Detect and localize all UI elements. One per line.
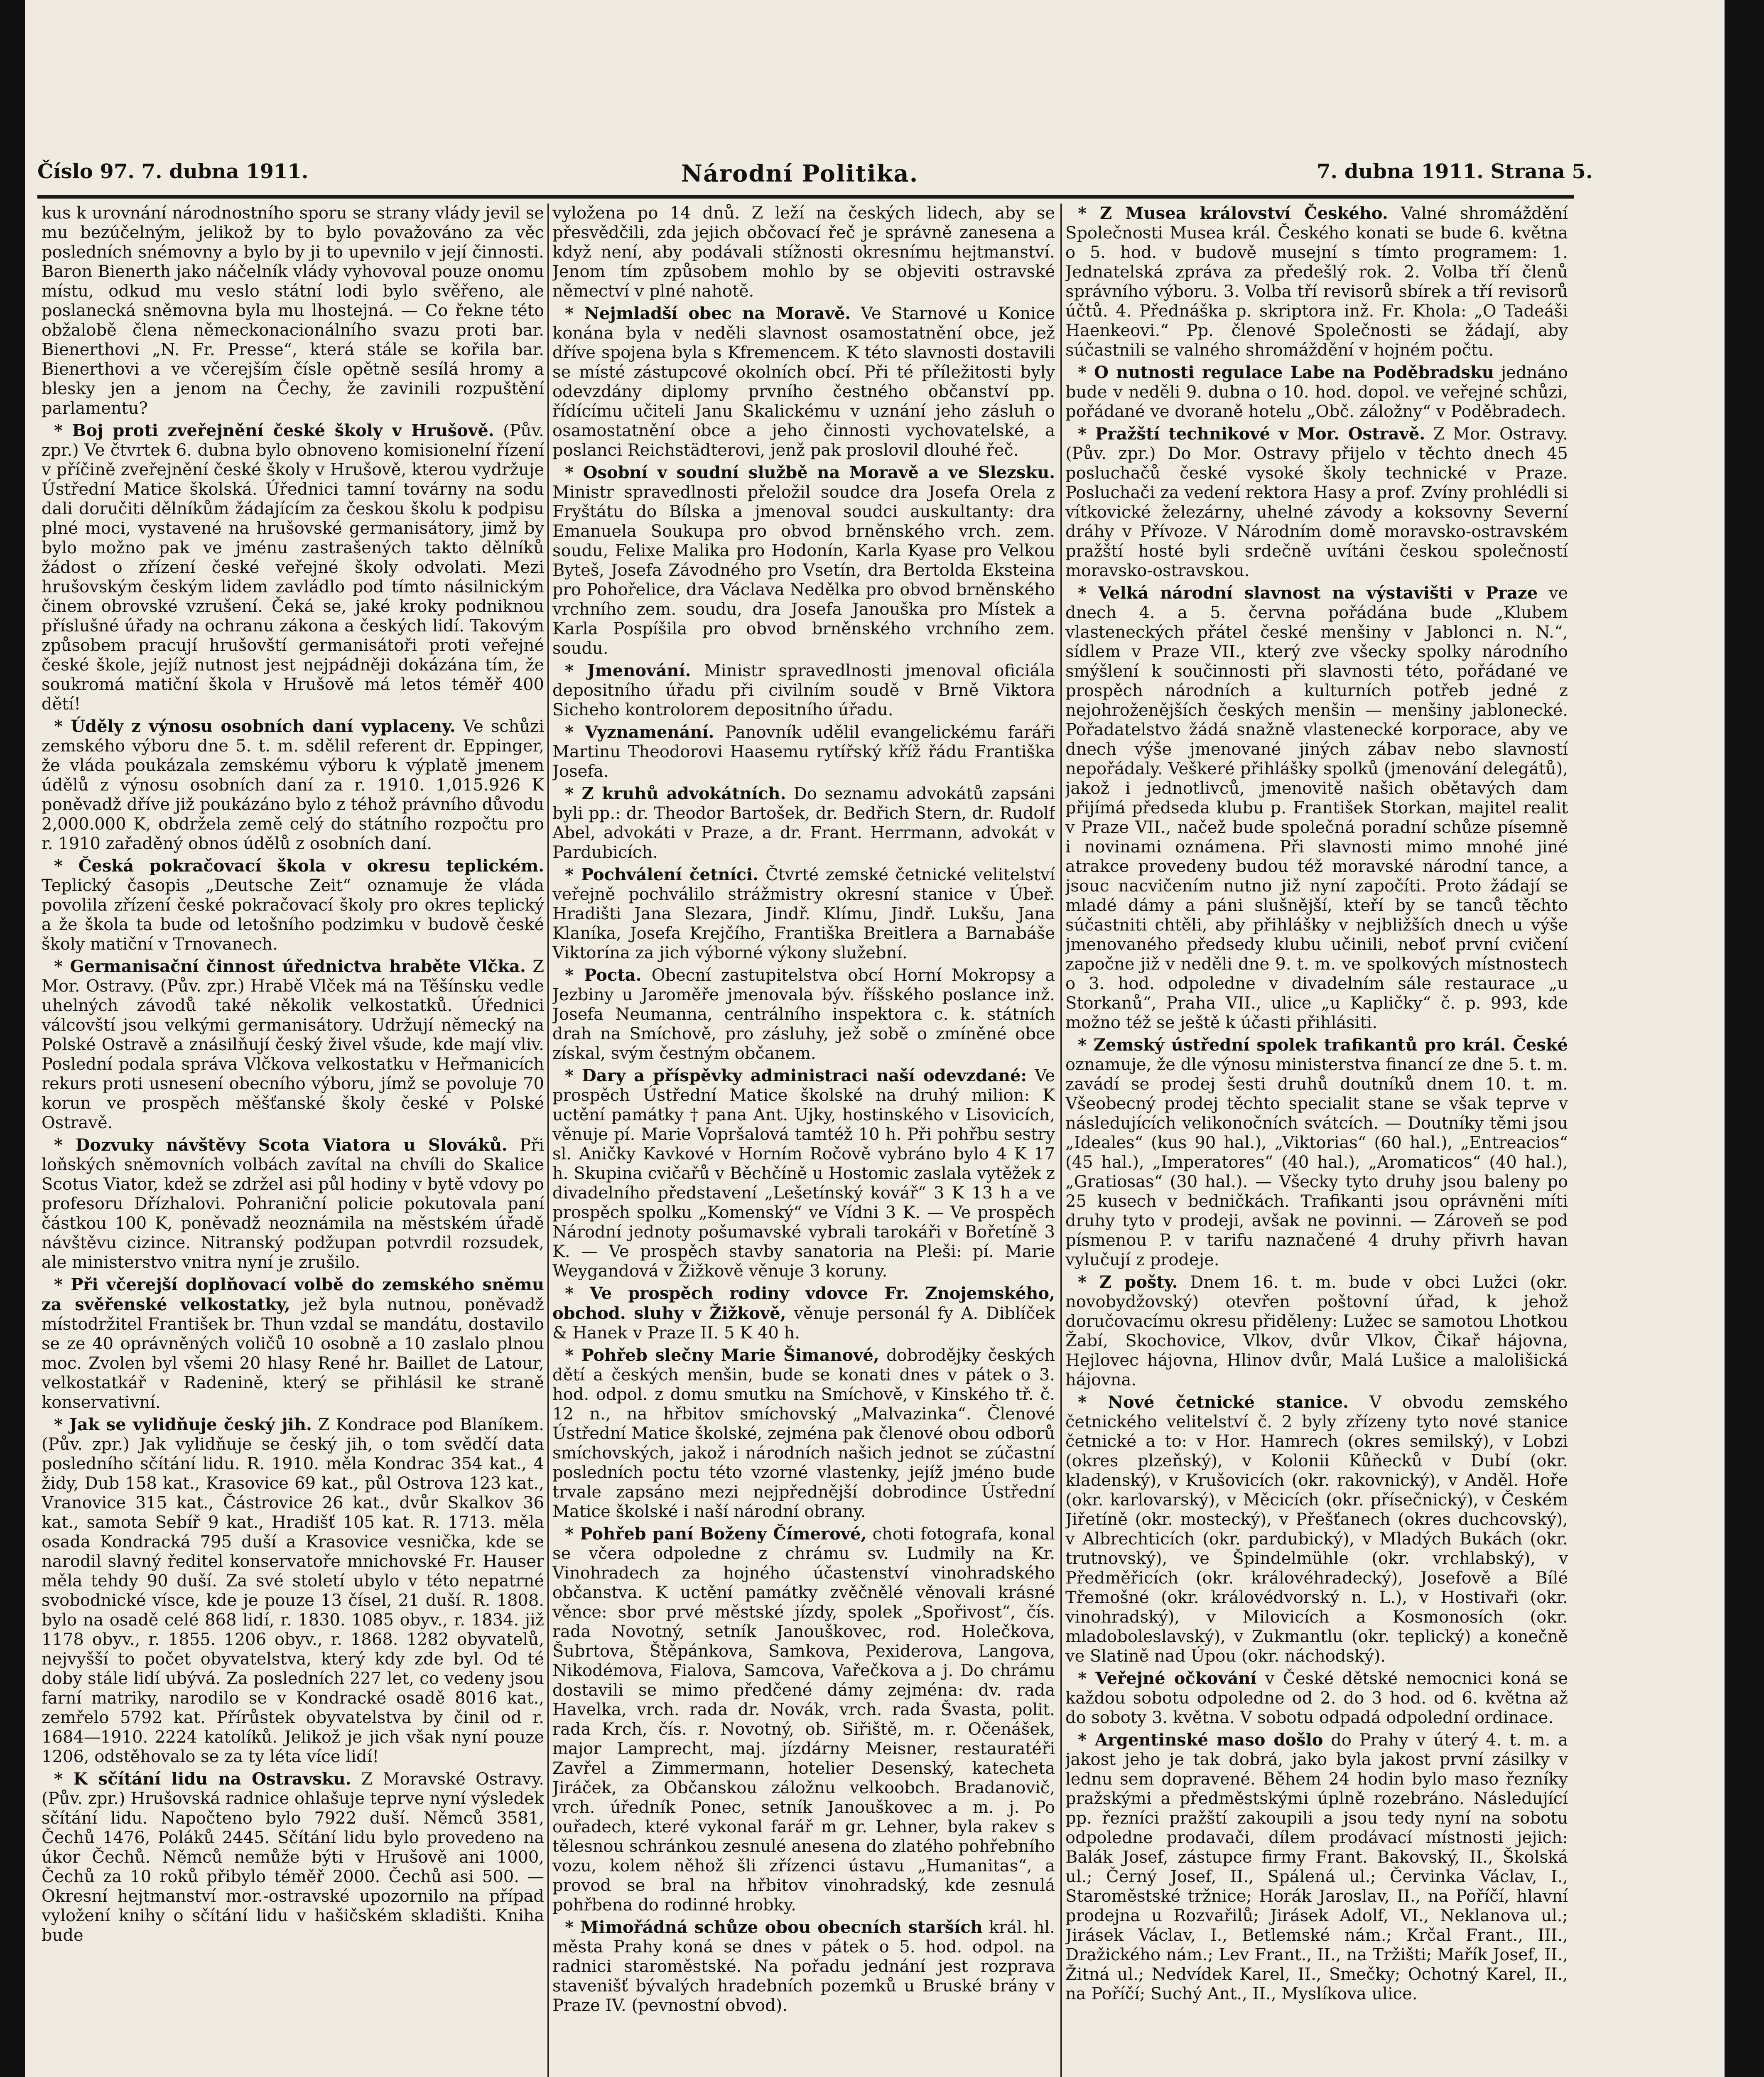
article-text: Do seznamu advokátů zapsáni byli pp.: dr. Theodor Bartošek, dr. Bedřich Stern, dr. Rudolf Abel, advokáti v Praze, a dr. Frant. Herrmann, advokát v Pardubicích. <box>552 784 1055 862</box>
article-paragraph <box>1065 204 1568 360</box>
article-paragraph <box>1065 583 1568 1033</box>
article-text: Dnem 16. t. m. bude v obci Lužci (okr. novobydžovský) otevřen poštovní úřad, k jehož doručovacímu okresu přiděleny: Lužec se samotou Lhotkou Žabí, Skochovice, Vlkov, dvůr Vlkov, Čikař hájovna, Hejlovec hájovna, Hlinov dvůr, Malá Lušice a malolišická hájovna. <box>1065 1273 1568 1390</box>
article-heading: * Z Musea království Českého. <box>1078 204 1388 223</box>
column-separator <box>547 204 549 2077</box>
article-paragraph <box>1065 1669 1568 1728</box>
article-text: oznamuje, že dle výnosu ministerstva financí ze dne 5. t. m. zavádí se prodej šesti druhů doutníků dnem 10. t. m. Všeobecný prodej těchto specialit stane se však teprve v následujících velikonočních svátcích. — Doutníky těmi jsou „Ideales“ (kus 90 hal.), „Viktorias“ (60 hal.), „Entreacios“ (45 hal.), „Imperatores“ (40 hal.), „Aromaticos“ (40 hal.), „Gratiosas“ (30 hal.). — Všecky tyto druhy jsou baleny po 25 kusech v bedničkách. Trafikanti jsou oprávněni míti druhy tyto v prodeji, avšak ne povinni. — Zároveň se pod písmenou P. v tarifu naznačené 4 druhy přivrh havan vylučují z prodeje. <box>1065 1055 1568 1269</box>
article-paragraph <box>1065 1392 1568 1666</box>
scan-edge-right <box>1725 0 1764 2077</box>
article-heading: * Nové četnické stanice. <box>1078 1392 1349 1412</box>
article-text: vyložena po 14 dnů. Z leží na českých lidech, aby se přesvědčili, zda jejich občovací řeč je správně zanesena a když není, aby podávali stížnosti okresnímu hejtmanství. Jenom tím způsobem mohlo by se objeviti ostravské němectví v plné nahotě. <box>552 204 1055 301</box>
article-paragraph <box>552 204 1055 301</box>
article-text: věnuje personál fy A. Diblíček & Hanek v Praze II. 5 K 40 h. <box>552 1304 1055 1343</box>
article-paragraph <box>1065 1730 1568 2004</box>
article-heading: * Nejmladší obec na Moravě. <box>565 304 851 323</box>
article-paragraph <box>552 784 1055 862</box>
column-1 <box>42 204 544 2077</box>
article-paragraph <box>42 1135 544 1272</box>
article-heading: * Dary a příspěvky administraci naší odevzdané: <box>565 1066 1027 1085</box>
article-heading: * Veřejné očkování <box>1078 1669 1257 1688</box>
article-heading: * Dozvuky návštěvy Scota Viatora u Slováků. <box>54 1135 508 1155</box>
article-heading: * Pocta. <box>565 965 642 985</box>
masthead-title: Národní Politika. <box>681 160 919 187</box>
article-text: Ve prospěch Ústřední Matice školské na druhý milion: K uctění památky † pana Ant. Ujky, hostinského v Lisovicích, věnuje pí. Marie Vopršalová tamtéž 10 h. Při pohřbu sestry sl. Aničky Kavkové v Horním Ročově vybráno bylo 4 K 17 h. Skupina cvičařů v Běchčíně u Hostomic zaslala vytěžek z divadelního představení „Lešetínský kovář“ 3 K 13 h a ve prospěch spolku „Komenský“ ve Vídni 3 K. — Ve prospěch Národní jednoty pošumavské vybrali tarokáři v Bořetíně 3 K. — Ve prospěch stavby sanatoria na Pleši: pí. Marie Weygandová v Žižkově věnuje 3 koruny. <box>552 1066 1055 1281</box>
article-paragraph <box>42 856 544 954</box>
article-paragraph <box>552 661 1055 720</box>
article-text: V obvodu zemského četnického velitelství č. 2 byly zřízeny tyto nové stanice četnické a to: v Hor. Hamrech (okres semilský), v Lobzi (okres plzeňský), v Kolonii Kůňecků v Dubí (okr. kladenský), v Krušovicích (okr. rakovnický), v Anděl. Hoře (okr. karlovarský), v Měcicích (okr. přísečnický), v Českém Jiřetíně (okr. mostecký), v Přešťanech (okres duchcovský), v Albrechticích (okr. pardubický), v Mladých Bukách (okr. trutnovský), ve Špindelmühle (okr. vrchlabský), v Předměřicích (okr. královéhradecký), Josefově a Bílé Třemošné (okr. královédvorský n. L.), v Hostivaři (okr. vinohradský), v Milovicích a Kosmonosích (okr. mladoboleslavský), v Zukmantlu (okr. teplický) a konečně ve Slatině nad Úpou (okr. náchodský). <box>1065 1393 1568 1666</box>
header-rule <box>37 195 1574 199</box>
article-heading: * Pražští technikové v Mor. Ostravě. <box>1078 424 1425 444</box>
article-heading: * Ve prospěch rodiny vdovce Fr. Znojemského, obchod. sluhy v Žižkově, <box>552 1284 1055 1323</box>
article-paragraph <box>552 865 1055 963</box>
article-text: Z Mor. Ostravy. (Pův. zpr.) Hrabě Vlček má na Těšínsku vedle uhelných závodů také několik velkostatků. Úřednici válcovští jsou velkými germanisátory. Udržují německý na Polské Ostravě a znásilňují český živel všude, kde mají vliv. Poslední podala správa Vlčkova velkostatku v Heřmanicích rekurs proti usnesení obecního výboru, jímž se povoluje 70 korun ve prospěch měšťanské školy české v Polské Ostravě. <box>42 957 544 1132</box>
article-heading: * Osobní v soudní službě na Moravě a ve Slezsku. <box>565 463 1055 482</box>
article-text: do Prahy v úterý 4. t. m. a jakost jeho je tak dobrá, jako byla jakost první zásilky v lednu sem dopravené. Během 24 hodin bylo maso řezníky pražskými a předměstskými úplně rozebráno. Následující pp. řezníci pražští zakoupili a jsou tedy nyní na sobotu odpoledne prodavači, dílem prodávací místnosti jejich: Balák Josef, zástupce firmy Frant. Bakovský, II., Školská ul.; Černý Josef, II., Spálená ul.; Červinka Václav, I., Staroměstské tržnice; Horák Jaroslav, II., na Poříčí, hlavní prodejna u Rozvařilů; Jirásek Adolf, VI., Neklanova ul.; Jirásek Václav, I., Betlemské nám.; Krčal Frant., III., Dražického nám.; Lev Frant., II., na Tržišti; Mařík Josef, II., Žitná ul.; Nedvídek Karel, II., Smečky; Ochotný Karel, II., na Poříčí; Suchý Ant., II., Myslíkova ulice. <box>1065 1731 1568 2003</box>
article-text: Ve schůzi zemského výboru dne 5. t. m. sdělil referent dr. Eppinger, že vláda poukázala zemskému výboru k výplatě jmenem údělů z výnosu osobních daní za r. 1910. 1,015.926 K poněvadž dříve již poukázáno bylo z téhož právního důvodu 2,000.000 K, obdržela země celý do státního rozpočtu pro r. 1910 zařaděný obnos údělů z osobních daní. <box>42 717 544 853</box>
article-paragraph <box>552 463 1055 658</box>
article-heading: * Boj proti zveřejnění české školy v Hrušově. <box>54 421 494 440</box>
article-text: choti fotografa, konal se včera odpoledne z chrámu sv. Ludmily na Kr. Vinohradech za hojného účastenství vinohradského občanstva. K uctění památky zvěčnělé věnovali krásné věnce: sbor prvé městské jízdy, spolek „Spořivost“, čís. rada Novotný, setník Janouškovec, rod. Holečkova, Šubrtova, Štěpánkova, Samkova, Pexiderova, Langova, Nikodémova, Fialova, Samcova, Vařečkova a j. Do chrámu dostavili se mimo předčené dámy zejména: dv. rada Havelka, vrch. rada dr. Novák, vrch. rada Švasta, polit. rada Krch, čís. r. Novotný, ob. Siřiště, m. r. Očenášek, major Lamprecht, maj. jízdárny Meisner, restauratéři Zavřel a Zimmermann, hotelier Desenský, katecheta Jiráček, za Občanskou záložnu velkoobch. Bradanovič, vrch. úředník Ponec, setník Janouškovec a m. j. Po ouřadech, které vykonal farář m gr. Lehner, byla rakev s tělesnou schránkou zesnulé anesena do zlatého pohřebního vozu, kolem něhož šli zřízenci ústavu „Humanitas“, a provod se bral na hřbitov vinohradský, kde zesnulá pohřbena do rodinné hrobky. <box>552 1525 1055 1915</box>
article-paragraph <box>552 1066 1055 1281</box>
article-paragraph <box>42 1415 544 1767</box>
article-heading: * Pohřeb paní Boženy Čímerové, <box>565 1524 867 1544</box>
article-paragraph <box>42 957 544 1133</box>
article-paragraph <box>42 204 544 418</box>
article-text: jednáno bude v neděli 9. dubna o 10. hod. dopol. ve veřejné schůzi, pořádané ve dvoraně hotelu „Obč. záložny“ v Poděbradech. <box>1065 363 1568 421</box>
article-paragraph <box>1065 1272 1568 1390</box>
article-text: Panovník udělil evangelickému faráři Martinu Theodorovi Haasemu rytířský kříž řádu Františka Josefa. <box>552 723 1055 781</box>
date-and-page: 7. dubna 1911. Strana 5. <box>1317 160 1593 183</box>
article-text: Z Moravské Ostravy. (Pův. zpr.) Hrušovská radnice ohlašuje teprve nyní výsledek sčítání lidu. Napočteno bylo 7922 duší. Němců 3581, Čechů 1476, Poláků 2445. Sčítání lidu bylo provedeno na úkor Čechů. Němců nemůže býti v Hrušově ani 1000, Čechů za 10 roků přibylo téměř 2000. Čechů asi 500. — Okresní hejtmanství mor.-ostravské upozornilo na případ vyložení knihy o sčítání lidu v hašičském skladišti. Kniha bude <box>42 1770 544 1945</box>
article-text: Ministr spravedlnosti jmenoval oficiála depositního úřadu při civilním soudě v Brně Viktora Sicheho kontrolorem depositního úřadu. <box>552 661 1055 719</box>
article-paragraph <box>552 1284 1055 1343</box>
article-text: ve dnech 4. a 5. června pořádána bude „Klubem vlasteneckých přátel české menšiny v Jablonci n. N.“, sídlem v Praze VII., který zve všecky spolky národního smýšlení k součinnosti při slavnosti této, pořádané ve prospěch národních a kulturních potřeb jedné z nejohroženějších českých menšin — menšiny jablonecké. Pořadatelstvo žádá snažně vlastenecké korporace, aby ve dnech výše jmenované jiných zábav nebo slavností nepořádaly. Veškeré přihlášky spolků (jmenování delegátů), jakož i jednotlivců, jmenovitě našich obětavých dam přijímá předseda klubu p. František Storkan, majitel realit v Praze VII., načež bude společná poradní schůze písemně i novinami oznámena. Při slavnosti mimo mnohé jiné atrakce provedeny budou též moravské národní tance, a jsouc nacvičením nutno již nyní započíti. Proto žádají se mladé dámy a páni slušnější, kteří by se tanců těchto súčastniti chtěli, aby přihlášky v nejbližších dnech u výše jmenovaného předsedy klubu učinili, neboť první cvičení započne již v neděli dne 9. t. m. ve spolkových místnostech o 3. hod. odpoledne v divadelním sále restaurace „u Storkanů“, Praha VII., ulice „u Kapličky“ č. p. 993, kde možno též se ještě k účasti přihlásiti. <box>1065 584 1568 1032</box>
article-text: Při loňských sněmovních volbách zavítal na chvíli do Skalice Scotus Viator, kdež se zdržel asi půl hodiny v bytě vdovy po profesoru Dřízhalovi. Pohraniční policie pokutovala paní částkou 100 K, poněvadž neoznámila na městském úřadě návštěvu cizince. Nitranský podžupan potvrdil rozsudek, ale ministerstvo vnitra nyní je zrušilo. <box>42 1136 544 1272</box>
article-text: (Pův. zpr.) Ve čtvrtek 6. dubna bylo obnoveno komisionelní řízení v příčině zveřejnění české školy v Hrušově, kterou vydržuje Ústřední Matice školská. Úřednici tamní továrny na sodu dali doručiti dělníkům žádajícím za českou školu k podpisu plné moci, vystavené na hrušovské germanisátory, jimž by bylo možno pak ve jménu zastrašených takto dělníků žádost o zřízení české veřejné školy odvolati. Mezi hrušovským českým lidem zavládlo pod tímto násilnickým činem obrovské vzrušení. Čeká se, jaké kroky podniknou příslušné úřady na ochranu zákona a českých lidí. Takovým způsobem pracují hrušovští germanisátoři proti veřejné české škole, jejíž nutnost jest nejpádněji dokázána tím, že soukromá matiční škola v Hrušově má letos téměř 400 dětí! <box>42 421 544 714</box>
column-3 <box>1065 204 1568 2077</box>
article-heading: * Pohřeb slečny Marie Šimanové, <box>565 1345 879 1365</box>
article-text: Obecní zastupitelstva obcí Horní Mokropsy a Jezbiny u Jaroměře jmenovala býv. říšského poslance inž. Josefa Neumanna, centrálního inspektora c. k. státních drah na Smíchově, pro zásluhy, jež sobě o zmíněné obce získal, svým čestným občanem. <box>552 966 1055 1063</box>
article-text: Teplický časopis „Deutsche Zeit“ oznamuje že vláda povolila zřízení české pokračovací školy pro okres teplický a že škola ta bude od letošního podzimku v budově české školy matiční v Trnovanech. <box>42 876 544 954</box>
article-text: král. hl. města Prahy koná se dnes v pátek o 5. hod. odpol. na radnici staroměstské. Na pořadu jednání jest rozprava stavenišť bývalých hradebních pozemků u Bruské brány v Praze IV. (pevnostní obvod). <box>552 1918 1055 2015</box>
article-heading: * Mimořádná schůze obou obecních starších <box>565 1917 983 1937</box>
article-text: Z Mor. Ostravy. (Pův. zpr.) Do Mor. Ostravy přijelo v těchto dnech 45 posluchačů české vysoké školy technické v Praze. Posluchači za vedení rektora Hasy a prof. Zvíny prohlédli si vítkovické železárny, uhelné závody a koksovny Severní dráhy v Přívoze. V Národním domě moravsko-ostravském pražští hosté byli srdečně uvítáni českou společností moravsko-ostravskou. <box>1065 425 1568 580</box>
article-heading: * Jak se vylidňuje český jih. <box>54 1415 312 1434</box>
article-heading: * Při včerejší doplňovací volbě do zemského sněmu za svěřenské velkostatky, <box>42 1275 544 1314</box>
article-paragraph <box>42 1769 544 1945</box>
article-paragraph <box>552 1345 1055 1522</box>
article-heading: * Jmenování. <box>565 661 691 680</box>
article-heading: * Z pošty. <box>1078 1272 1178 1292</box>
article-text: Čtvrté zemské četnické velitelství veřejně pochválilo strážmistry okresní stanice v Úbeř. Hradišti Jana Slezara, Jindř. Klímu, Jindř. Lukšu, Jana Klaníka, Josefa Krejčího, Františka Breitlera a Barnabáše Viktorína za jich výborné výkony služební. <box>552 865 1055 962</box>
column-2 <box>552 204 1055 2077</box>
article-paragraph <box>1065 363 1568 422</box>
article-text: v České dětské nemocnici koná se každou sobotu odpoledne od 2. do 3 hod. od 6. května až do soboty 3. května. V sobotu odpadá odpolední ordinace. <box>1065 1669 1568 1727</box>
article-heading: * Česká pokračovací škola v okresu teplickém. <box>54 856 544 876</box>
article-text: dobrodějky českých dětí a českých menšin, bude se konati dnes v pátek o 3. hod. odpol. z domu smutku na Smíchově, v Kinského tř. č. 12 n., na hřbitov smíchovský „Malvazinka“. Členové Ústřední Matice školské, zejména pak členové obou odborů smíchovských, jakož i národních našich jednot se zúčastní posledních poctu této vzorné vlastenky, jejíž jméno bude trvale zapsáno mezi nejpřednější dobrodince Ústřední Matice školské i naší národní obrany. <box>552 1346 1055 1521</box>
article-paragraph <box>42 421 544 714</box>
article-paragraph <box>552 1524 1055 1915</box>
article-heading: * Vyznamenání. <box>565 722 714 742</box>
article-text: Z Kondrace pod Blaníkem. (Pův. zpr.) Jak vylidňuje se český jih, o tom svědčí data posledního sčítání lidu. R. 1910. měla Kondrac 354 kat., 4 židy, Dub 158 kat., Krasovice 69 kat., půl Ostrova 123 kat., Vranovice 315 kat., Částrovice 26 kat., dvůr Skalkov 36 kat., samota Sebíř 9 kat., Hradišť 105 kat. R. 1713. měla osada Kondracká 795 duší a Krasovice vesnička, kde se narodil slavný ředitel konservatoře mnichovské Fr. Hauser měla tehdy 90 duší. Za své století ubylo v této nepatrné svobodnické vísce, kde je pouze 13 čísel, 21 duší. R. 1808. bylo na osadě celé 868 lidí, r. 1830. 1085 obyv., r. 1834. již 1178 obyv., r. 1855. 1206 obyv., r. 1868. 1282 obyvatelů, nejvyšší to počet obyvatelstva, který kdy zde byl. Od té doby stále lidí ubývá. Za posledních 227 let, co vedeny jsou farní matriky, narodilo se v Kondracké osadě 8016 kat., zemřelo 5792 kat. Přírůstek obyvatelstva by činil od r. 1684—1910. 2224 katolíků. Jelikož je jich však nyní pouze 1206, odstěhovalo se za ty léta více lidí! <box>42 1415 544 1766</box>
scan-edge-left <box>0 0 25 2077</box>
article-paragraph <box>552 722 1055 781</box>
article-text: kus k urovnání národnostního sporu se strany vlády jevil se mu bezúčelným, jelikož by to bylo považováno za věc posledních snémovny a bylo by ji to upevnilo v její činnosti. Baron Bienerth jako náčelník vlády vyhovoval pouze onomu místu, odkud mu veslo státní lodi bylo svěřeno, ale poslanecká sněmovna byla mu lhostejná. — Co řekne této obžalobě člena německonacionálního svazu proti bar. Bienerthovi „N. Fr. Presse“, která stále se kořila bar. Bienerthovi a ve včerejším čísle opětně sesílá hromy a blesky jen a jenom na Čechy, že zavinili rozpuštění parlamentu? <box>42 204 544 418</box>
article-heading: * Zemský ústřední spolek trafikantů pro král. České <box>1078 1035 1568 1055</box>
article-text: Valné shromáždění Společnosti Musea král. Českého konati se bude 6. května o 5. hod. v budově musejní s tímto programem: 1. Jednatelská zpráva za předešlý rok. 2. Volba tří členů správního výboru. 3. Volba tří revisorů sbírek a tří revisorů účtů. 4. Přednáška p. skriptora inž. Fr. Khola: „O Tadeáši Haenkeovi.“ Pp. členové Společnosti se žádají, aby súčastnili se valného shromáždění v hojném počtu. <box>1065 204 1568 360</box>
article-heading: * Úděly z výnosu osobních daní vyplaceny. <box>54 717 456 736</box>
article-text: Ve Starnové u Konice konána byla v neděli slavnost osamostatnění obce, jež dříve spojena byla s Kfremencem. K této slavnosti dostavili se místé zástupcové okolních obcí. Při té příležitosti byly odevzdány diplomy prvního čestného občanství pp. řídícímu učiteli Janu Skalickému v uznání jeho zásluh o osamostatnění obce a jeho činnosti vychovatelské, a poslanci Reichstädterovi, jenž pak proslovil dlouhé řeč. <box>552 304 1055 460</box>
article-paragraph <box>552 965 1055 1063</box>
article-heading: * K sčítání lidu na Ostravsku. <box>54 1769 351 1789</box>
article-text: Ministr spravedlnosti přeložil soudce dra Josefa Orela z Fryštátu do Bílska a jmenoval soudci auskultanty: dra Emanuela Soukupa pro obvod brněnského vrch. zem. soudu, Felixe Malika pro Hodonín, Karla Kyase pro Velkou Byteš, Josefa Závodného pro Vsetín, dra Bertolda Eksteina pro Pohořelice, dra Václava Nedělka pro obvod brněnského vrchního zem. soudu, dra Josefa Janouška pro Místek a Karla Pospíšila pro obvod brněnského vrchního zem. soudu. <box>552 483 1055 658</box>
article-heading: * Argentinské maso došlo <box>1078 1730 1323 1750</box>
article-heading: * Velká národní slavnost na výstavišti v Praze <box>1078 583 1538 603</box>
article-paragraph <box>1065 1035 1568 1270</box>
article-heading: * Z kruhů advokátních. <box>565 784 786 803</box>
article-text: jež byla nutnou, poněvadž místodržitel František br. Thun vzdal se mandátu, dostavilo se ze 40 oprávněných voličů 10 osobně a 10 zaslalo plnou moc. Zvolen byl všemi 20 hlasy René hr. Baillet de Latour, velkostatkář v Radenině, který se přihlásil ke straně konservativní. <box>42 1295 544 1412</box>
article-paragraph <box>42 1275 544 1412</box>
article-heading: * Germanisační činnost úřednictva hraběte Vlčka. <box>54 957 526 976</box>
article-paragraph <box>1065 424 1568 581</box>
article-paragraph <box>552 304 1055 460</box>
article-heading: * O nutnosti regulace Labe na Poděbradsku <box>1078 363 1494 382</box>
article-paragraph <box>42 717 544 854</box>
article-heading: * Pochválení četníci. <box>565 865 759 884</box>
issue-date: Číslo 97. 7. dubna 1911. <box>37 160 309 183</box>
article-paragraph <box>552 1917 1055 2016</box>
column-separator <box>1060 204 1062 2077</box>
